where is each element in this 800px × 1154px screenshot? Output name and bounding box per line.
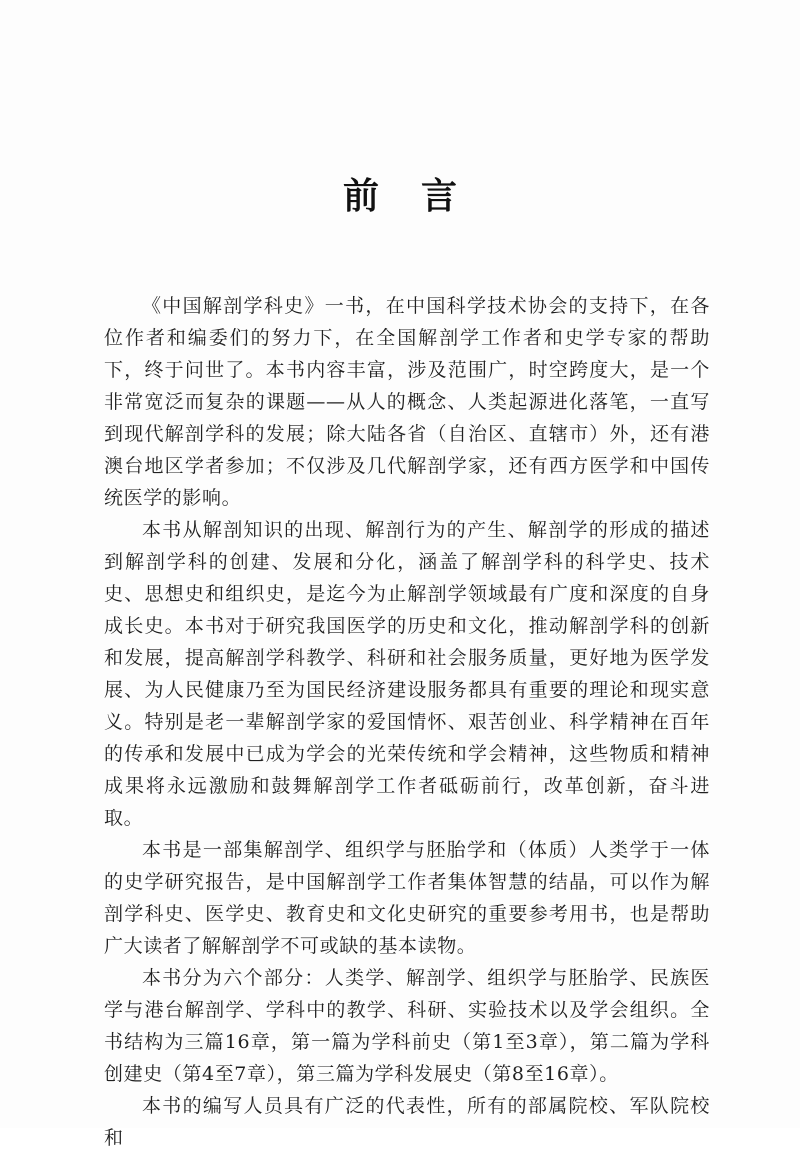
paragraph-2: 本书从解剖知识的出现、解剖行为的产生、解剖学的形成的描述到解剖学科的创建、发展和分化，涵盖了解剖学科的科学史、技术史、思想史和组织史，是迄今为止解剖学领域最有广度和深度的自身成长史。本书对于研究我国医学的历史和文化，推动解剖学科的创新和发展，提高解剖学科教学、科研和社会服务质量，更好地为医学发展、为人民健康乃至为国民经济建设服务都具有重要的理论和现实意义。特别是老一辈解剖学家的爱国情怀、艰苦创业、科学精神在百年的传承和发展中已成为学会的光荣传统和学会精神，这些物质和精神成果将永远激励和鼓舞解剖学工作者砥砺前行，改革创新，奋斗进取。	[104, 519, 710, 829]
body-text	[104, 290, 710, 1154]
paragraph-5: 本书的编写人员具有广泛的代表性，所有的部属院校、军队院校和	[104, 1095, 710, 1149]
paragraph-4: 本书分为六个部分：人类学、解剖学、组织学与胚胎学、民族医学与港台解剖学、学科中的教学、科研、实验技术以及学会组织。全书结构为三篇16章，第一篇为学科前史（第1至3章），第二篇为学科创建史（第4至7章），第三篇为学科发展史（第8至16章）。	[104, 967, 710, 1085]
page-title: 前言	[342, 175, 499, 217]
paragraph-3: 本书是一部集解剖学、组织学与胚胎学和（体质）人类学于一体的史学研究报告，是中国解剖学工作者集体智慧的结晶，可以作为解剖学科史、医学史、教育史和文化史研究的重要参考用书，也是帮助广大读者了解解剖学不可或缺的基本读物。	[104, 839, 710, 957]
paragraph-1: 《中国解剖学科史》一书，在中国科学技术协会的支持下，在各位作者和编委们的努力下，在全国解剖学工作者和史学专家的帮助下，终于问世了。本书内容丰富，涉及范围广，时空跨度大，是一个非常宽泛而复杂的课题——从人的概念、人类起源进化落笔，一直写到现代解剖学科的发展；除大陆各省（自治区、直辖市）外，还有港澳台地区学者参加；不仅涉及几代解剖学家，还有西方医学和中国传统医学的影响。	[104, 295, 710, 509]
